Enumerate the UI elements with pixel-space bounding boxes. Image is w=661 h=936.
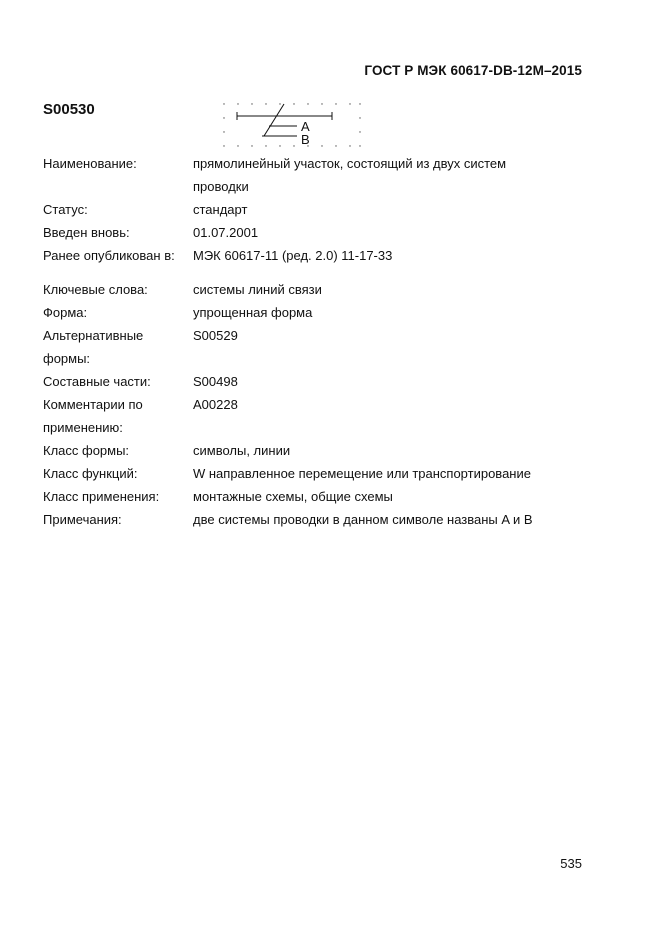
field-function-class (43, 462, 603, 485)
field-value: A00228 (193, 397, 238, 412)
field-introduced (43, 221, 603, 244)
field-label: Наименование: (43, 156, 137, 171)
field-value: W направленное перемещение или транспортирование (193, 466, 531, 481)
field-label: Альтернативные (43, 328, 144, 343)
running-header: ГОСТ Р МЭК 60617-DB-12M–2015 (364, 63, 582, 78)
field-label: применению: (43, 420, 123, 435)
field-name (43, 152, 603, 198)
page-number: 535 (560, 856, 582, 871)
field-status (43, 198, 603, 221)
field-label: Ранее опубликован в: (43, 248, 175, 263)
field-value: S00498 (193, 374, 238, 389)
field-alternative-forms (43, 324, 603, 370)
field-label: Примечания: (43, 512, 122, 527)
straight-wiring-section-two-systems-icon (222, 100, 362, 150)
field-application-comments (43, 393, 603, 439)
field-value: стандарт (193, 202, 248, 217)
field-value: символы, линии (193, 443, 291, 458)
field-label: Класс применения: (43, 489, 160, 504)
field-label: Введен вновь: (43, 225, 130, 240)
field-label: Класс формы: (43, 443, 130, 458)
field-label: формы: (43, 351, 91, 366)
field-value: прямолинейный участок, состоящий из двух систем (193, 156, 507, 171)
wiring-label-b: B (301, 132, 310, 147)
field-label: Ключевые слова: (43, 282, 148, 297)
field-previously-published (43, 244, 603, 267)
symbol-code: S00530 (43, 101, 95, 118)
field-label: Статус: (43, 202, 88, 217)
field-value: монтажные схемы, общие схемы (193, 489, 393, 504)
wiring-label-a: A (301, 119, 310, 134)
field-value: упрощенная форма (193, 305, 313, 320)
field-value: проводки (193, 179, 249, 194)
field-application-class (43, 485, 603, 508)
field-list (43, 152, 603, 531)
field-form-class (43, 439, 603, 462)
field-value: 01.07.2001 (193, 225, 259, 240)
field-value: две системы проводки в данном символе названы A и B (193, 512, 533, 527)
field-label: Форма: (43, 305, 88, 320)
field-value: S00529 (193, 328, 238, 343)
field-label: Класс функций: (43, 466, 138, 481)
field-keywords (43, 278, 603, 301)
field-notes (43, 508, 603, 531)
field-label: Составные части: (43, 374, 151, 389)
field-value: МЭК 60617-11 (ред. 2.0) 11-17-33 (193, 248, 393, 263)
field-form (43, 301, 603, 324)
field-components (43, 370, 603, 393)
field-value: системы линий связи (193, 282, 322, 297)
field-label: Комментарии по (43, 397, 143, 412)
